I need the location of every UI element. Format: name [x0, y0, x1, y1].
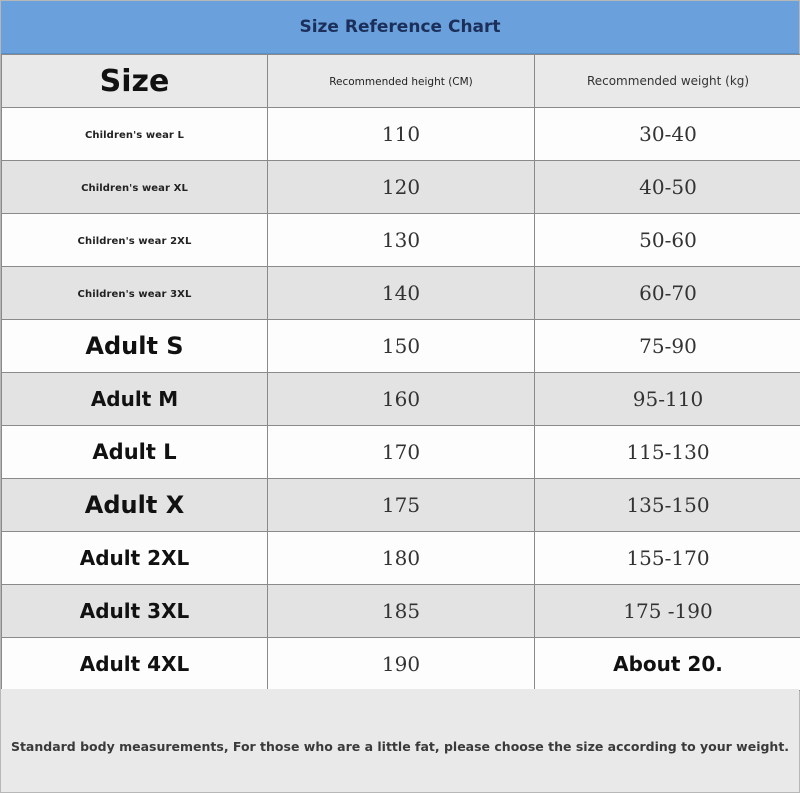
weight-cell: 50-60 [535, 214, 800, 267]
header-weight: Recommended weight (kg) [535, 55, 800, 108]
table-row [2, 320, 800, 373]
weight-cell: 175 -190 [535, 585, 800, 638]
weight-cell: About 20. [535, 638, 800, 691]
height-cell: 140 [268, 267, 535, 320]
height-cell: 180 [268, 532, 535, 585]
header-height: Recommended height (CM) [268, 55, 535, 108]
table-header-row [2, 55, 800, 108]
size-table [1, 54, 800, 691]
table-row [2, 161, 800, 214]
header-size: Size [2, 55, 268, 108]
size-cell: Children's wear 3XL [2, 267, 268, 320]
height-cell: 110 [268, 108, 535, 161]
weight-cell: 115-130 [535, 426, 800, 479]
height-cell: 160 [268, 373, 535, 426]
size-cell: Adult 4XL [2, 638, 268, 691]
weight-cell: 135-150 [535, 479, 800, 532]
footer-note: Standard body measurements, For those who are a little fat, please choose the size according to your weight. [1, 689, 799, 792]
table-row [2, 426, 800, 479]
table-row [2, 108, 800, 161]
size-cell: Adult S [2, 320, 268, 373]
height-cell: 130 [268, 214, 535, 267]
weight-cell: 60-70 [535, 267, 800, 320]
size-cell: Children's wear 2XL [2, 214, 268, 267]
table-row [2, 267, 800, 320]
weight-cell: 95-110 [535, 373, 800, 426]
size-cell: Children's wear L [2, 108, 268, 161]
table-row [2, 214, 800, 267]
height-cell: 120 [268, 161, 535, 214]
size-cell: Adult L [2, 426, 268, 479]
size-cell: Children's wear XL [2, 161, 268, 214]
weight-cell: 75-90 [535, 320, 800, 373]
weight-cell: 40-50 [535, 161, 800, 214]
table-row [2, 479, 800, 532]
height-cell: 175 [268, 479, 535, 532]
table-row [2, 532, 800, 585]
weight-cell: 155-170 [535, 532, 800, 585]
weight-cell: 30-40 [535, 108, 800, 161]
height-cell: 190 [268, 638, 535, 691]
table-row [2, 585, 800, 638]
size-cell: Adult 2XL [2, 532, 268, 585]
size-cell: Adult X [2, 479, 268, 532]
height-cell: 150 [268, 320, 535, 373]
size-cell: Adult 3XL [2, 585, 268, 638]
table-row [2, 638, 800, 691]
table-row [2, 373, 800, 426]
size-cell: Adult M [2, 373, 268, 426]
chart-title: Size Reference Chart [1, 1, 799, 54]
height-cell: 185 [268, 585, 535, 638]
height-cell: 170 [268, 426, 535, 479]
